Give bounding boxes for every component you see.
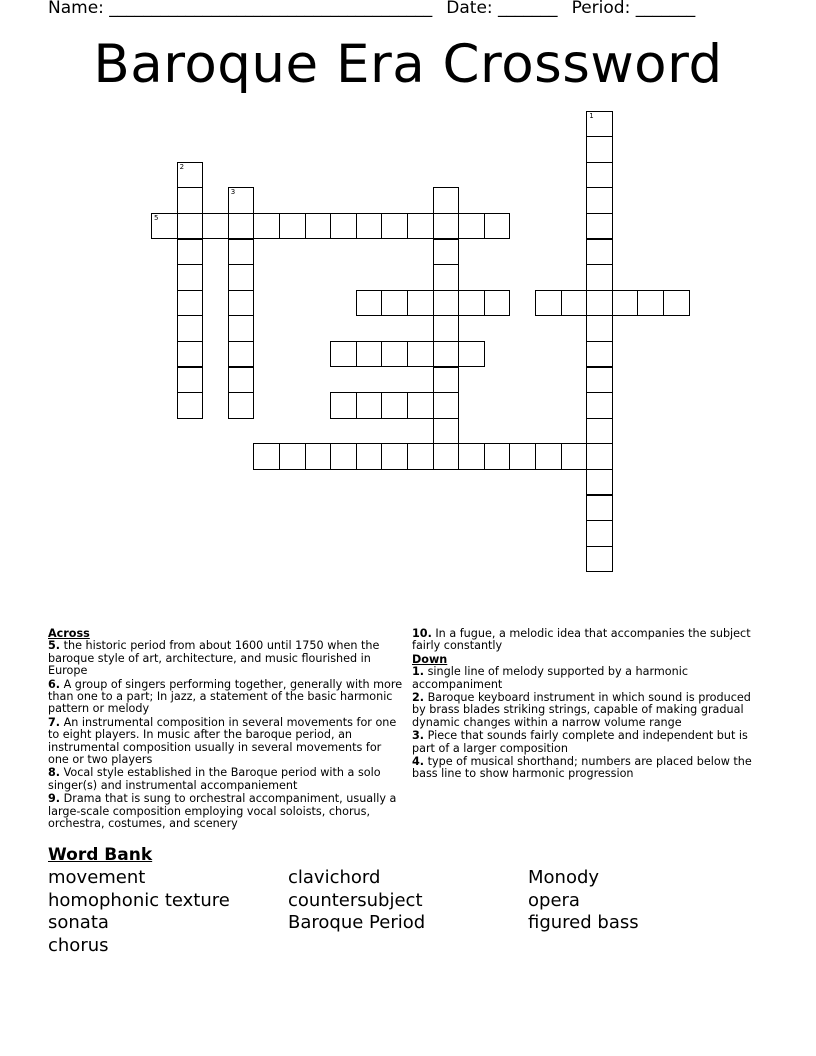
crossword-cell[interactable] — [279, 443, 306, 470]
crossword-cell[interactable] — [586, 264, 613, 291]
crossword-cell[interactable] — [484, 290, 511, 317]
crossword-cell[interactable] — [228, 315, 255, 342]
crossword-cell[interactable] — [177, 367, 204, 394]
clue-text: type of musical shorthand; numbers are placed below the bass line to show harmonic progression — [412, 755, 752, 781]
crossword-cell[interactable] — [586, 392, 613, 419]
crossword-cell[interactable] — [637, 290, 664, 317]
clue-number: 4. — [412, 755, 425, 769]
crossword-cell[interactable] — [330, 341, 357, 368]
crossword-cell[interactable] — [586, 520, 613, 547]
word-bank-item: figured bass — [528, 912, 639, 934]
crossword-cell[interactable] — [586, 213, 613, 240]
crossword-cell[interactable] — [458, 443, 485, 470]
clue-number-label: 2 — [179, 162, 185, 171]
crossword-cell[interactable] — [458, 213, 485, 240]
crossword-cell[interactable] — [433, 239, 460, 266]
clue-number: 10. — [412, 627, 432, 640]
crossword-cell[interactable] — [177, 162, 204, 189]
crossword-cell[interactable] — [228, 290, 255, 317]
across-clue-6 — [48, 679, 404, 716]
crossword-cell[interactable] — [253, 443, 280, 470]
clue-number: 9. — [48, 792, 61, 806]
crossword-cell[interactable] — [228, 264, 255, 291]
word-bank-item: movement — [48, 867, 146, 888]
clues-right-column — [412, 628, 758, 782]
word-bank-item: chorus — [48, 934, 109, 956]
crossword-cell[interactable] — [381, 443, 408, 470]
crossword-cell[interactable] — [177, 290, 204, 317]
crossword-cell[interactable] — [586, 418, 613, 445]
crossword-cell[interactable] — [177, 187, 204, 214]
across-clue-8 — [48, 767, 404, 792]
crossword-cell[interactable] — [177, 315, 204, 342]
crossword-cell[interactable] — [356, 341, 383, 368]
crossword-cell[interactable] — [407, 290, 434, 317]
down-heading: Down — [412, 652, 448, 666]
crossword-cell[interactable] — [509, 443, 536, 470]
crossword-cell[interactable] — [433, 213, 460, 240]
crossword-cell[interactable] — [586, 341, 613, 368]
crossword-cell[interactable] — [612, 290, 639, 317]
crossword-cell[interactable] — [433, 187, 460, 214]
crossword-cell[interactable] — [253, 213, 280, 240]
crossword-cell[interactable] — [586, 136, 613, 163]
word-bank-column-2 — [288, 867, 425, 935]
crossword-cell[interactable] — [228, 239, 255, 266]
crossword-cell[interactable] — [586, 111, 613, 138]
crossword-cell[interactable] — [433, 418, 460, 445]
crossword-cell[interactable] — [202, 213, 229, 240]
crossword-cell[interactable] — [381, 213, 408, 240]
crossword-cell[interactable] — [279, 213, 306, 240]
crossword-cell[interactable] — [561, 443, 588, 470]
crossword-cell[interactable] — [586, 187, 613, 214]
word-bank-item: opera — [528, 889, 580, 911]
word-bank-item: Baroque Period — [288, 912, 426, 934]
across-clue-5 — [48, 640, 404, 677]
crossword-cell[interactable] — [228, 187, 255, 214]
crossword-cell[interactable] — [330, 213, 357, 240]
crossword-cell[interactable] — [586, 546, 613, 573]
crossword-cell[interactable] — [586, 239, 613, 266]
across-heading: Across — [48, 627, 90, 640]
crossword-cell[interactable] — [177, 213, 204, 240]
crossword-cell[interactable] — [586, 290, 613, 317]
crossword-cell[interactable] — [663, 290, 690, 317]
crossword-cell[interactable] — [177, 392, 204, 419]
crossword-cell[interactable] — [586, 495, 613, 522]
down-clue-2 — [412, 692, 758, 729]
clue-text: Piece that sounds fairly complete and independent but is part of a larger composition — [412, 729, 748, 755]
crossword-cell[interactable] — [356, 290, 383, 317]
crossword-cell[interactable] — [433, 264, 460, 291]
period-field-label[interactable]: Period: _______ — [571, 0, 696, 18]
down-clue-1 — [412, 666, 758, 691]
crossword-cell[interactable] — [586, 315, 613, 342]
crossword-cell[interactable] — [228, 341, 255, 368]
crossword-cell[interactable] — [407, 392, 434, 419]
crossword-cell[interactable] — [228, 213, 255, 240]
crossword-cell[interactable] — [561, 290, 588, 317]
crossword-cell[interactable] — [330, 392, 357, 419]
word-bank-column-1 — [48, 867, 230, 957]
crossword-cell[interactable] — [458, 341, 485, 368]
crossword-cell[interactable] — [458, 290, 485, 317]
clue-text: single line of melody supported by a harmonic accompaniment — [412, 665, 689, 691]
down-clue-3 — [412, 730, 758, 755]
crossword-cell[interactable] — [356, 392, 383, 419]
crossword-cell[interactable] — [381, 392, 408, 419]
crossword-cell[interactable] — [433, 315, 460, 342]
clues-left-column — [48, 628, 404, 832]
crossword-cell[interactable] — [433, 290, 460, 317]
across-clue-10 — [412, 628, 758, 653]
word-bank-item: sonata — [48, 912, 109, 934]
crossword-cell[interactable] — [535, 290, 562, 317]
crossword-cell[interactable] — [433, 443, 460, 470]
crossword-cell[interactable] — [407, 213, 434, 240]
crossword-cell[interactable] — [381, 341, 408, 368]
clue-number-label: 5 — [154, 213, 159, 222]
word-bank-item: homophonic texture — [48, 889, 230, 911]
clue-text: Vocal style established in the Baroque period with a solo singer(s) and instrumental accompaniement — [48, 766, 381, 792]
crossword-cell[interactable] — [177, 239, 204, 266]
down-clue-4 — [412, 756, 758, 781]
crossword-cell[interactable] — [177, 341, 204, 368]
across-clue-9 — [48, 793, 404, 830]
clue-number-label: 3 — [230, 188, 236, 197]
crossword-cell[interactable] — [228, 392, 255, 419]
crossword-cell[interactable] — [177, 264, 204, 291]
crossword-cell[interactable] — [433, 367, 460, 394]
crossword-cell[interactable] — [484, 443, 511, 470]
crossword-cell[interactable] — [484, 213, 511, 240]
clue-text: Drama that is sung to orchestral accompaniment, usually a large-scale composition employing vocal soloists, chorus, orchestra, costumes, and scenery — [48, 792, 397, 831]
word-bank-item: Monody — [528, 867, 600, 888]
clue-number: 5. — [48, 639, 61, 653]
word-bank-item: clavichord — [288, 867, 381, 888]
crossword-cell[interactable] — [356, 213, 383, 240]
crossword-cell[interactable] — [356, 443, 383, 470]
clue-number: 8. — [48, 766, 61, 780]
crossword-cell[interactable] — [586, 367, 613, 394]
crossword-cell[interactable] — [407, 341, 434, 368]
clue-number: 2. — [412, 691, 425, 705]
crossword-cell[interactable] — [151, 213, 178, 240]
clue-number: 7. — [48, 715, 61, 729]
name-field-label[interactable]: Name: ______________________________________ — [48, 0, 433, 18]
crossword-cell[interactable] — [407, 443, 434, 470]
clue-number: 6. — [48, 677, 61, 691]
date-field-label[interactable]: Date: _______ — [446, 0, 558, 18]
page-title: Baroque Era Crossword — [93, 34, 723, 95]
crossword-cell[interactable] — [535, 443, 562, 470]
clue-number-label: 1 — [589, 111, 594, 120]
crossword-cell[interactable] — [586, 162, 613, 189]
across-clue-7 — [48, 717, 404, 767]
crossword-cell[interactable] — [381, 290, 408, 317]
crossword-cell[interactable] — [305, 443, 332, 470]
clue-text: An instrumental composition in several movements for one to eight players. In music after the baroque period, an instrumental composition usually in several movements for one or two players — [48, 715, 397, 767]
crossword-cell[interactable] — [330, 443, 357, 470]
crossword-cell[interactable] — [586, 469, 613, 496]
crossword-cell[interactable] — [228, 367, 255, 394]
clue-text: the historic period from about 1600 until 1750 when the baroque style of art, architecture, and music flourished in Europe — [48, 639, 380, 678]
word-bank-item: countersubject — [288, 889, 423, 911]
clue-text: Baroque keyboard instrument in which sound is produced by brass blades striking strings, capable of making gradual dynamic changes within a narrow volume range — [412, 691, 751, 729]
clue-number: 1. — [412, 665, 425, 679]
crossword-cell[interactable] — [433, 341, 460, 368]
clue-text: In a fugue, a melodic idea that accompanies the subject fairly constantly — [412, 627, 751, 653]
crossword-cell[interactable] — [586, 443, 613, 470]
clue-text: A group of singers performing together, generally with more than one to a part; In jazz, a statement of the basic harmonic pattern or melody — [48, 677, 403, 716]
clue-number: 3. — [412, 729, 425, 743]
word-bank-title: Word Bank — [48, 845, 153, 865]
crossword-cell[interactable] — [433, 392, 460, 419]
word-bank-column-3 — [528, 867, 639, 935]
crossword-cell[interactable] — [305, 213, 332, 240]
